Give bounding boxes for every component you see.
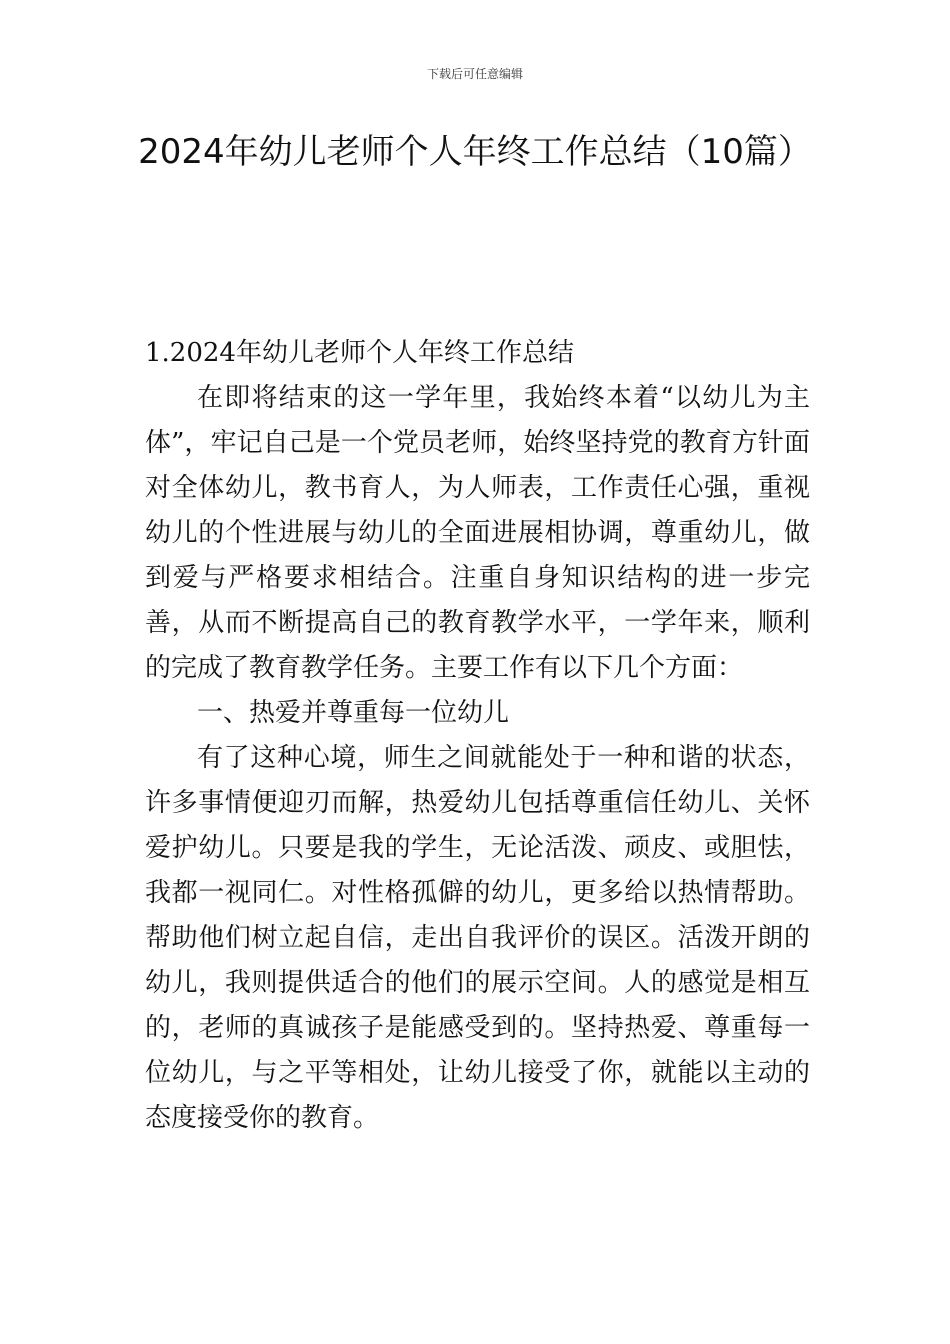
- subheading-love-respect: 一、热爱并尊重每一位幼儿: [197, 698, 510, 728]
- document-title: 2024年幼儿老师个人年终工作总结（10篇）: [138, 132, 812, 172]
- paragraph-intro: 在即将结束的这一学年里，我始终本着“以幼儿为主体”，牢记自己是一个党员老师，始终坚持党的教育方针面对全体幼儿，教书育人，为人师表，工作责任心强，重视幼儿的个性进展与幼儿的全面进展相协调，尊重幼儿，做到爱与严格要求相结合。注重自身知识结构的进一步完善，从而不断提高自己的教育教学水平，一学年来，顺利的完成了教育教学任务。主要工作有以下几个方面：: [145, 383, 810, 683]
- document-body: [145, 331, 810, 1141]
- header-note: 下载后可任意编辑: [426, 67, 523, 81]
- paragraph-love-respect: 有了这种心境，师生之间就能处于一种和谐的状态，许多事情便迎刃而解，热爱幼儿包括尊重信任幼儿、关怀爱护幼儿。只要是我的学生，无论活泼、顽皮、或胆怯，我都一视同仁。对性格孤僻的幼儿，更多给以热情帮助。帮助他们树立起自信，走出自我评价的误区。活泼开朗的幼儿，我则提供适合的他们的展示空间。人的感觉是相互的，老师的真诚孩子是能感受到的。坚持热爱、尊重每一位幼儿，与之平等相处，让幼儿接受了你，就能以主动的态度接受你的教育。: [145, 743, 810, 1133]
- section-heading: 1.2024年幼儿老师个人年终工作总结: [145, 338, 574, 368]
